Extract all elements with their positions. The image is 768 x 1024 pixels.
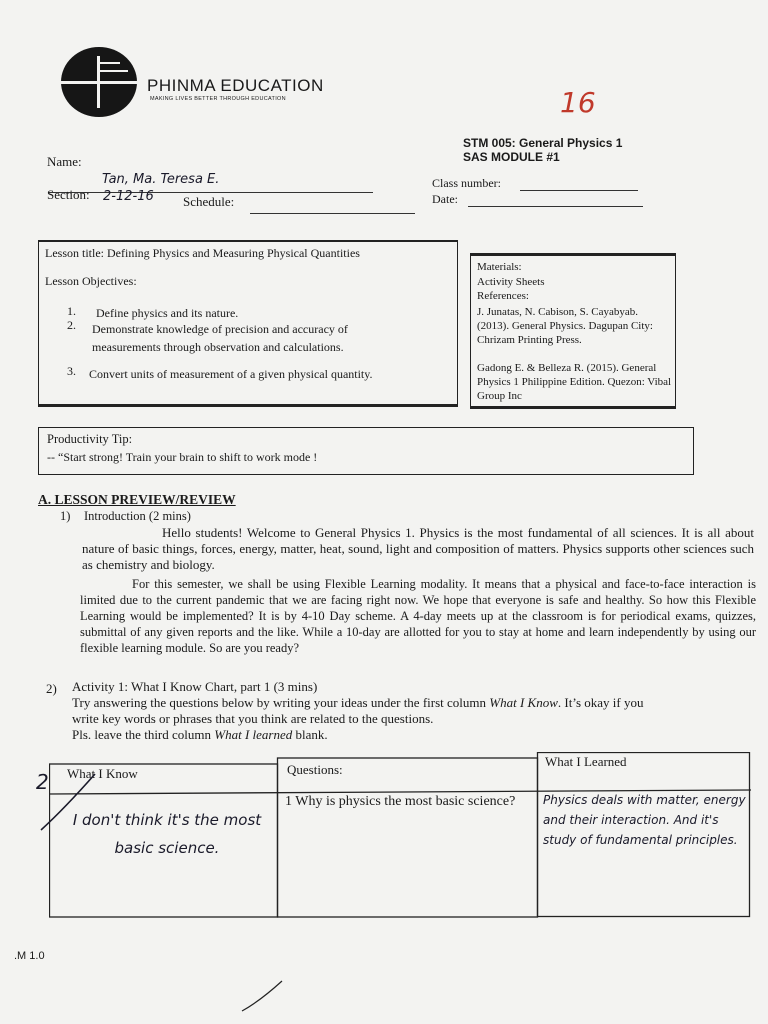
phinma-logo-icon [60, 46, 138, 118]
brand-name: PHINMA EDUCATION [147, 76, 324, 95]
class-number-underline [520, 190, 638, 191]
footer-code: .M 1.0 [14, 950, 45, 962]
course-title: STM 005: General Physics 1 [463, 136, 623, 150]
cell-what-i-learned: Physics deals with matter, energy and their interaction. And it's study of fundamental principles. [543, 793, 746, 847]
item-1-title: Introduction (2 mins) [84, 509, 191, 523]
schedule-label: Schedule: [183, 194, 235, 209]
item-2-line-3 [72, 727, 328, 743]
what-i-know-chart [49, 752, 751, 918]
item-2-number: 2) [46, 681, 57, 696]
objective-1-text: Define physics and its nature. [96, 306, 239, 320]
pen-stroke-icon [238, 975, 288, 1015]
section-a-heading: A. LESSON PREVIEW/REVIEW [38, 492, 236, 507]
item-2-line-2: write key words or phrases that you think are related to the questions. [72, 711, 434, 726]
cell-question: 1 Why is physics the most basic science? [285, 794, 516, 809]
item-2-line-3-end: blank. [295, 727, 328, 742]
section-value: 2-12-16 [103, 189, 154, 204]
references-label: References: [477, 290, 529, 302]
objective-3-num: 3. [67, 364, 76, 378]
checkmark-icon [35, 768, 135, 848]
name-value: Tan, Ma. Teresa E. [102, 172, 220, 187]
objective-3-text: Convert units of measurement of a given physical quantity. [89, 367, 373, 381]
section-label: Section: [47, 187, 90, 202]
brand-tagline: MAKING LIVES BETTER THROUGH EDUCATION [150, 96, 286, 102]
productivity-tip-box [38, 427, 694, 475]
lesson-title: Lesson title: Defining Physics and Measuring Physical Quantities [45, 246, 360, 260]
item-2-line-1-text: Try answering the questions below by writing your ideas under the first column [72, 695, 487, 710]
objectives-label: Lesson Objectives: [45, 274, 137, 288]
objective-2-text: Demonstrate knowledge of precision and accuracy of measurements through observation and calculations. [92, 322, 348, 354]
materials-box [470, 253, 676, 409]
margin-score-mark: 2 [36, 770, 49, 794]
materials-items: Activity Sheets [477, 276, 545, 288]
intro-paragraph-1: Hello students! Welcome to General Physics 1. Physics is the most fundamental of all sciences. It is all about nature of basic things, forces, energy, matter, heat, sound, light and composition of matters. Physics supports other sciences such as chemistry and biology. [82, 525, 754, 572]
tip-text: -- “Start strong! Train your brain to shift to work mode ! [47, 450, 318, 464]
item-2-line-1-emphasis: What I Know [489, 695, 558, 710]
reference-1: J. Junatas, N. Cabison, S. Cayabyab. (2013). General Physics. Dagupan City: Chrizam Printing Press. [477, 306, 653, 346]
date-label: Date: [432, 192, 458, 206]
header-what-i-know: What I Know [67, 766, 138, 781]
item-2-title: Activity 1: What I Know Chart, part 1 (3 mins) [72, 679, 318, 694]
schedule-underline [250, 213, 415, 214]
objective-2-num: 2. [67, 318, 76, 332]
item-2-line-1-end: . It’s okay if you [557, 695, 644, 710]
module-title: SAS MODULE #1 [463, 150, 560, 164]
name-label: Name: [47, 154, 82, 169]
score-mark: 16 [560, 86, 596, 119]
name-underline [48, 192, 373, 193]
header-what-i-learned: What I Learned [545, 754, 627, 769]
materials-label: Materials: [477, 261, 522, 273]
objective-1-num: 1. [67, 304, 76, 318]
class-number-label: Class number: [432, 176, 501, 190]
reference-2: Gadong E. & Belleza R. (2015). General Physics 1 Philippine Edition. Quezon: Vibal Group Inc [477, 362, 672, 402]
lesson-box [38, 240, 458, 407]
item-2-line-3-text: Pls. leave the third column [72, 727, 212, 742]
item-2-line-1 [72, 695, 752, 711]
item-1-number: 1) [60, 509, 71, 523]
intro-paragraph-2: For this semester, we shall be using Flexible Learning modality. It means that a physical and face-to-face interaction is limited due to the current pandemic that we are facing right now. We hope that everyone is safe and healthy. So how this Flexible Learning would be implemented? It is by 4-10 Day scheme. A 4-day meets up at the classroom is for periodical exams, quizzes, submittal of any given reports and the like. While a 10-day are allotted for you to stay at home and learn independently by using our flexible learning module. So are you ready? [80, 577, 756, 655]
cell-what-i-know: I don't think it's the most basic science. [72, 811, 262, 857]
date-underline [468, 206, 643, 207]
item-2-line-3-emphasis: What I learned [214, 727, 293, 742]
header-questions: Questions: [287, 762, 343, 777]
tip-label: Productivity Tip: [47, 432, 133, 446]
